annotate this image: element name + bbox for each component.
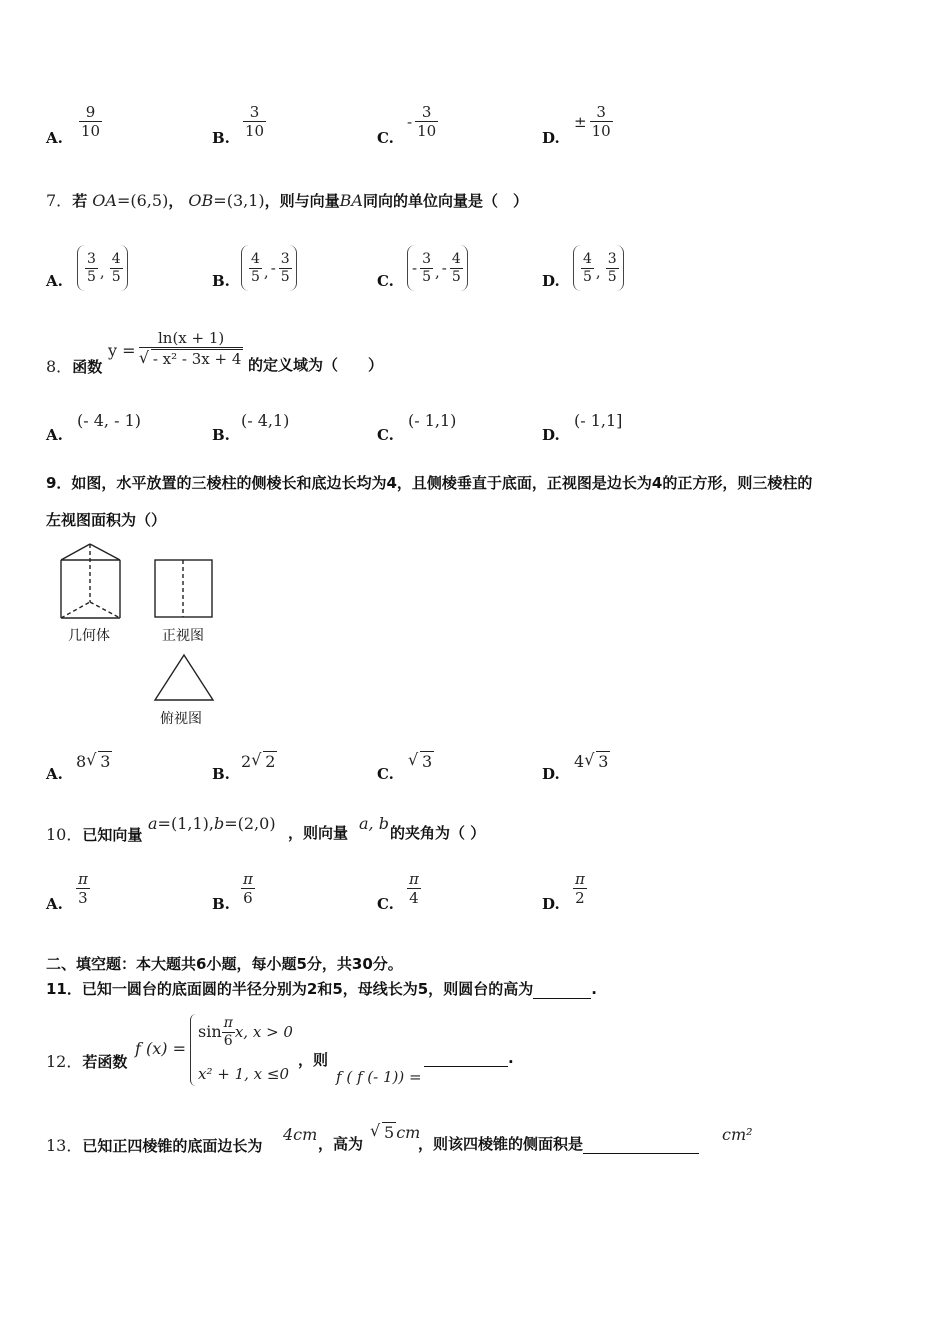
- vector-ba: BA: [339, 191, 363, 210]
- q11-answer-blank[interactable]: [533, 982, 591, 999]
- fraction: $\frac{3}{10}$: [417, 103, 437, 140]
- vector-a: a: [148, 814, 158, 833]
- fraction: $\frac{3}{10}$: [591, 103, 611, 140]
- q12-fx: f (x) =: [135, 1039, 187, 1058]
- q6-option-d-value: ± $\frac{3}{10}$: [574, 103, 611, 140]
- q9-option-d[interactable]: D.: [542, 765, 560, 783]
- caption-front-view: 正视图: [162, 628, 204, 644]
- fraction: $\frac{9}{10}$: [81, 103, 101, 140]
- q8-function-fraction: ln(x + 1) √ - x² - 3x + 4: [136, 329, 246, 368]
- option-label: A.: [46, 129, 63, 147]
- q13-height: √ 5 cm: [370, 1123, 420, 1142]
- q9-option-b[interactable]: B.: [212, 765, 230, 783]
- q8-option-b-value: (- 4,1): [241, 411, 290, 430]
- q8-option-d-value: (- 1,1]: [574, 411, 623, 430]
- q8-stem-right: 的定义域为（ ）: [248, 356, 384, 374]
- q13-unit: cm²: [722, 1125, 753, 1144]
- top-view-figure: [155, 655, 213, 700]
- q9-stem-line2: 左视图面积为（）: [46, 511, 167, 529]
- option-label: D.: [542, 129, 560, 147]
- q12-case1: sin $\frac{\pi}{6}$ x, x > 0: [198, 1015, 293, 1049]
- vector-ob: OB: [188, 191, 214, 210]
- q6-option-b-value: [240, 103, 266, 140]
- q10-stem-mid: ，则向量: [288, 824, 349, 842]
- q12-case2: x² + 1, x ≤0: [198, 1065, 289, 1083]
- q10-option-c-value: $\frac{\pi}{4}$: [409, 870, 419, 907]
- q8-option-d[interactable]: D.: [542, 426, 560, 444]
- q7-option-d-value: $\frac{4}{5}$ , $\frac{3}{5}$: [573, 245, 624, 291]
- q8-option-c-value: (- 1,1): [408, 411, 457, 430]
- q8-option-a-value: (- 4, - 1): [77, 411, 141, 430]
- q7-option-b-value: $\frac{4}{5}$ , - $\frac{3}{5}$: [241, 245, 297, 291]
- q10-option-a-value: $\frac{\pi}{3}$: [78, 870, 88, 907]
- q10-option-d-value: $\frac{\pi}{2}$: [575, 870, 585, 907]
- q12-ffx: f ( f (- 1)) =: [336, 1068, 422, 1086]
- piecewise-brace: [190, 1014, 197, 1086]
- q9-option-d-value: 4√ 3: [574, 752, 610, 771]
- q6-option-a-value: [76, 103, 102, 140]
- fraction: $\frac{3}{10}$: [245, 103, 265, 140]
- q10-ab: a, b: [359, 814, 389, 833]
- q13-stem-c: ，则该四棱锥的侧面积是: [418, 1133, 699, 1154]
- q11-stem: 11．已知一圆台的底面圆的半径分别为2和5，母线长为5，则圆台的高为 .: [46, 980, 597, 998]
- prism-figure: [61, 544, 120, 618]
- q12-stem-left: 12．若函数: [46, 1052, 128, 1071]
- caption-solid: 几何体: [68, 628, 110, 644]
- q10-option-d[interactable]: D.: [542, 895, 560, 913]
- q13-stem-a: 13．已知正四棱锥的底面边长为: [46, 1136, 263, 1155]
- q7-option-a-value: $\frac{3}{5}$ , $\frac{4}{5}$: [77, 245, 128, 291]
- q8-option-b[interactable]: B.: [212, 426, 230, 444]
- q10-option-c[interactable]: C.: [377, 895, 394, 913]
- q7-option-d[interactable]: D.: [542, 272, 560, 290]
- q10-option-b-value: $\frac{\pi}{6}$: [243, 870, 253, 907]
- section-heading-fill-in: 二、填空题：本大题共6小题，每小题5分，共30分。: [46, 955, 403, 973]
- q9-option-a[interactable]: A.: [46, 765, 63, 783]
- q13-stem-b: ，高为: [318, 1135, 364, 1153]
- vector-oa: OA: [92, 191, 117, 210]
- vector-b: b: [213, 814, 225, 833]
- q7-option-a[interactable]: A.: [46, 272, 63, 290]
- sqrt: √ - x² - 3x + 4: [139, 350, 244, 368]
- q10-stem-left: 10．已知向量: [46, 825, 143, 844]
- q7-option-b[interactable]: B.: [212, 272, 230, 290]
- q6-option-a[interactable]: [46, 128, 63, 147]
- q9-option-c-value: √ 3: [408, 752, 434, 771]
- q8-stem-left: 8．函数: [46, 357, 103, 376]
- q10-option-b[interactable]: B.: [212, 895, 230, 913]
- q7-stem: 7．若 OA=(6,5)， OB=(3,1)，则与向量BA同向的单位向量是（ ）: [46, 191, 528, 210]
- q10-stem-right: 的夹角为（ ）: [390, 824, 486, 842]
- q8-y-eq: y =: [108, 341, 136, 360]
- q6-option-b[interactable]: [212, 128, 230, 147]
- front-view-figure: [155, 560, 212, 617]
- q6-option-c-value: - $\frac{3}{10}$: [407, 103, 437, 140]
- q12-answer: .: [424, 1048, 514, 1067]
- option-label: C.: [377, 129, 394, 147]
- q9-option-c[interactable]: C.: [377, 765, 394, 783]
- q9-option-a-value: 8√ 3: [76, 752, 112, 771]
- q10-option-a[interactable]: A.: [46, 895, 63, 913]
- q13-answer-blank[interactable]: [583, 1137, 699, 1154]
- q12-answer-blank[interactable]: [424, 1050, 508, 1067]
- q7-option-c[interactable]: C.: [377, 272, 394, 290]
- q9-option-b-value: 2√ 2: [241, 752, 277, 771]
- q13-side: 4cm: [283, 1125, 318, 1144]
- caption-top-view: 俯视图: [160, 711, 202, 727]
- q12-stem-mid: ，则: [298, 1051, 329, 1069]
- q6-option-d[interactable]: [542, 128, 560, 147]
- option-label: B.: [212, 129, 230, 147]
- q7-option-c-value: - $\frac{3}{5}$ , - $\frac{4}{5}$: [407, 245, 468, 291]
- q6-option-c[interactable]: [377, 128, 394, 147]
- q10-vectors: a=(1,1),b=(2,0): [148, 814, 276, 833]
- q8-option-a[interactable]: A.: [46, 426, 63, 444]
- q9-stem-line1: 9．如图，水平放置的三棱柱的侧棱长和底边长均为4，且侧棱垂直于底面，正视图是边长为4的正方形，则三棱柱的: [46, 474, 813, 492]
- q8-option-c[interactable]: C.: [377, 426, 394, 444]
